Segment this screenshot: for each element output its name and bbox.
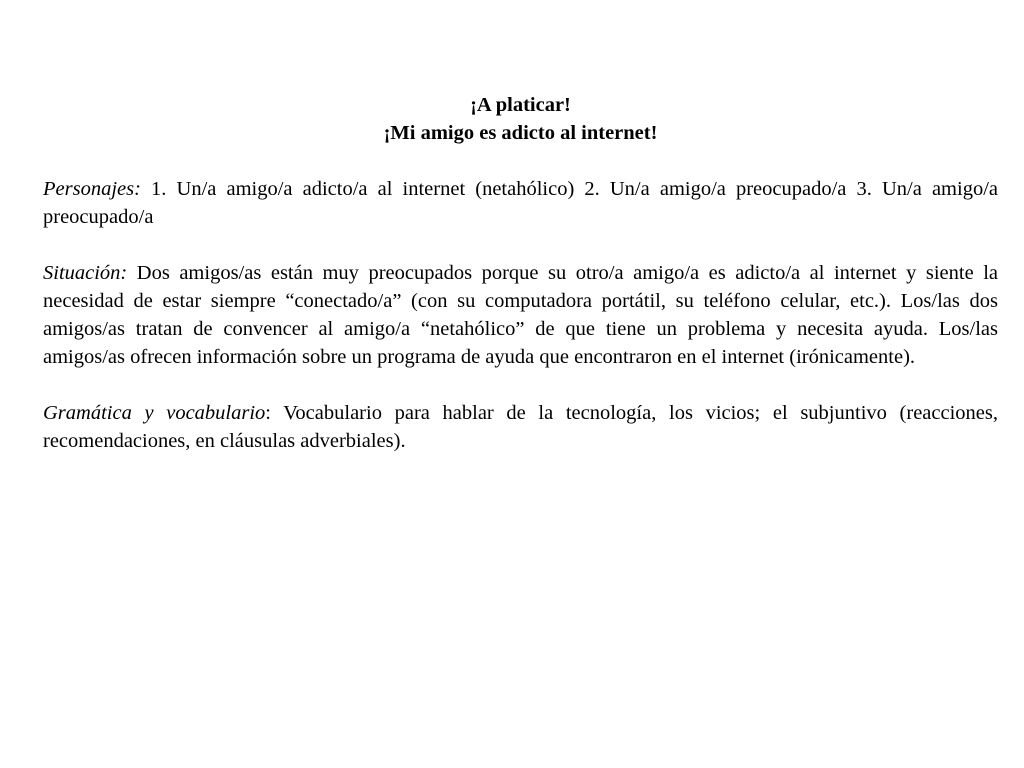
title-line-2: ¡Mi amigo es adicto al internet! xyxy=(383,122,658,144)
gramatica-label: Gramática y vocabulario xyxy=(43,402,266,424)
situacion-paragraph xyxy=(43,259,998,371)
situacion-text: Dos amigos/as están muy preocupados porque su otro/a amigo/a es adicto/a al internet y siente la necesidad de estar siempre “conectado/a” (con su computadora portátil, su teléfono celular, etc.). Los/las dos amigos/as tratan de convencer al amigo/a “netahólico” de que tiene un problema y necesita ayuda. Los/las amigos/as ofrecen información sobre un programa de ayuda que encontraron en el internet (irónicamente). xyxy=(43,262,998,368)
personajes-text: 1. Un/a amigo/a adicto/a al internet (netahólico) 2. Un/a amigo/a preocupado/a 3. Un/a amigo/a preocupado/a xyxy=(43,178,998,228)
gramatica-text: : Vocabulario para hablar de la tecnología, los vicios; el subjuntivo (reacciones, recomendaciones, en cláusulas adverbiales). xyxy=(43,402,998,452)
personajes-label: Personajes: xyxy=(43,178,141,200)
title-line-1: ¡A platicar! xyxy=(470,94,571,116)
title-block xyxy=(43,91,998,147)
personajes-paragraph xyxy=(43,175,998,231)
gramatica-paragraph xyxy=(43,399,998,455)
document-body xyxy=(43,91,998,455)
situacion-label: Situación: xyxy=(43,262,128,284)
